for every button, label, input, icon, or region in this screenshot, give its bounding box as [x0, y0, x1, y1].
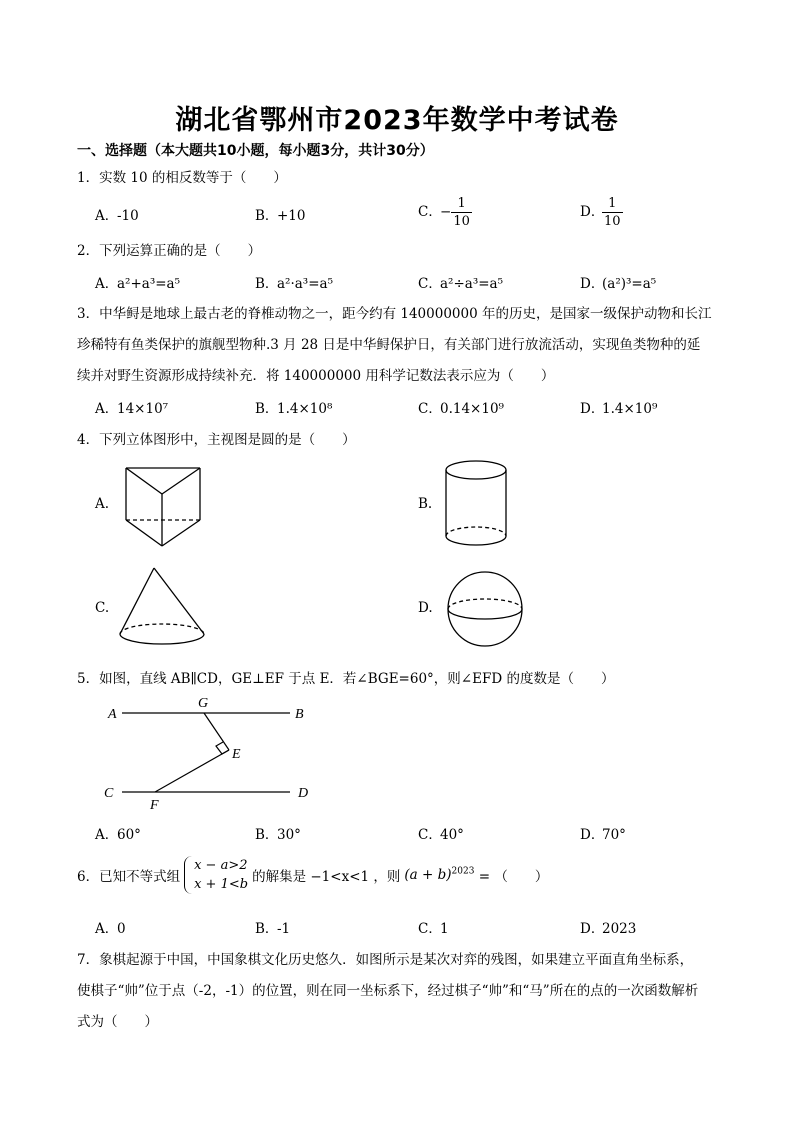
q6-expression: (a + b) — [404, 867, 452, 884]
q2-option-a: A．a²+a³=a⁵ — [95, 276, 181, 292]
q5-option-b: B．30° — [255, 827, 301, 843]
point-label-f: F — [150, 798, 159, 813]
question-5-stem: 5．如图，直线 AB∥CD，GE⊥EF 于点 E．若∠BGE=60°，则∠EFD 的度数是（ ） — [77, 671, 615, 687]
q5-option-a: A．60° — [95, 827, 141, 843]
point-label-a: A — [108, 707, 117, 722]
q6-suffix: = （ ） — [474, 869, 549, 885]
question-3-line-1: 3．中华鲟是地球上最古老的脊椎动物之一，距今约有 140000000 年的历史，是国家一级保护动物和长江 — [77, 306, 712, 322]
brace — [184, 856, 193, 894]
inequality-system — [184, 856, 248, 894]
section-heading: 一、选择题（本大题共10小题，每小题3分，共计30分） — [77, 143, 434, 159]
q1-option-c-fraction — [451, 195, 472, 230]
question-2-stem: 2．下列运算正确的是（ ） — [77, 243, 262, 259]
question-3-line-2: 珍稀特有鱼类保护的旗舰型物种.3 月 28 日是中华鲟保护日，有关部门进行放流活动，实现鱼类物种的延 — [77, 337, 701, 353]
denominator: 10 — [453, 214, 470, 229]
q3-option-c: C．0.14×10⁹ — [418, 401, 504, 417]
q4-label-a: A. — [95, 496, 110, 512]
q1-option-c-sign: − — [440, 204, 452, 220]
question-7-line-2: 使棋子“帅”位于点（-2，-1）的位置，则在同一坐标系下，经过棋子“帅”和“马”所在的点的一次函数解析 — [77, 983, 699, 999]
question-3-line-3: 续并对野生资源形成持续补充．将 140000000 用科学记数法表示应为（ ） — [77, 368, 555, 384]
q3-option-c-text: 0.14×10⁹ — [440, 401, 504, 417]
q1-option-a: A．-10 — [95, 208, 139, 224]
numerator: 1 — [608, 196, 617, 211]
numerator: 1 — [457, 196, 466, 211]
parallel-lines-figure — [98, 692, 328, 816]
q3-option-a-text: 14×10⁷ — [117, 401, 169, 417]
point-label-e: E — [232, 747, 241, 762]
q3-option-d-text: 1.4×10⁹ — [602, 401, 658, 417]
q6-option-c: C．1 — [418, 921, 449, 937]
q4-label-c: C. — [95, 600, 110, 616]
point-label-g: G — [198, 696, 209, 711]
q4-label-d: D. — [418, 600, 433, 616]
q2-option-d: D．(a²)³=a⁵ — [580, 276, 657, 292]
q5-option-c: C．40° — [418, 827, 464, 843]
q1-option-b: B．+10 — [255, 208, 306, 224]
q6-option-c-text: 1 — [440, 921, 449, 937]
q5-option-d: D．70° — [580, 827, 626, 843]
triangular-prism-figure — [118, 460, 208, 550]
point-label-d: D — [298, 786, 309, 801]
q2-option-c: C．a²÷a³=a⁵ — [418, 276, 504, 292]
q6-prefix: 6．已知不等式组 — [77, 869, 181, 885]
q6-exponent: 2023 — [451, 866, 475, 877]
q1-option-d-fraction — [602, 195, 623, 230]
q3-option-d: D．1.4×10⁹ — [580, 401, 658, 417]
point-label-b: B — [295, 707, 304, 722]
q5-option-b-text: 30° — [277, 827, 301, 843]
inequality-1: x − a>2 — [194, 858, 248, 873]
denominator: 10 — [604, 214, 621, 229]
q6-middle: 的解集是 −1<x<1 ，则 — [252, 869, 401, 885]
q2-option-b: B．a²·a³=a⁵ — [255, 276, 333, 292]
cone-figure — [116, 562, 208, 652]
q3-option-b-text: 1.4×10⁸ — [277, 401, 333, 417]
q6-option-b: B．-1 — [255, 921, 291, 937]
q2-option-d-text: (a²)³=a⁵ — [602, 276, 657, 292]
q3-option-a: A．14×10⁷ — [95, 401, 169, 417]
q3-option-b: B．1.4×10⁸ — [255, 401, 333, 417]
q6-option-a: A．0 — [95, 921, 126, 937]
question-7-line-1: 7．象棋起源于中国，中国象棋文化历史悠久．如图所示是某次对弈的残图，如果建立平面直角坐标系， — [77, 952, 694, 968]
q4-label-b: B. — [418, 496, 433, 512]
q6-option-d: D．2023 — [580, 921, 637, 937]
q5-option-a-text: 60° — [117, 827, 141, 843]
question-4-stem: 4．下列立体图形中，主视图是圆的是（ ） — [77, 432, 356, 448]
question-7-line-3: 式为（ ） — [77, 1014, 158, 1030]
cylinder-figure — [440, 458, 520, 552]
page-title: 湖北省鄂州市2023年数学中考试卷 — [175, 105, 619, 136]
question-6-stem — [77, 856, 548, 894]
question-1-stem: 1．实数 10 的相反数等于（ ） — [77, 170, 287, 186]
q6-option-a-text: 0 — [117, 921, 126, 937]
q2-option-b-text: a²·a³=a⁵ — [277, 276, 333, 292]
inequality-2: x + 1<b — [194, 877, 249, 892]
q1-option-c: C．− $\frac{1}{10}$ — [418, 196, 470, 229]
q1-option-a-text: -10 — [117, 208, 139, 224]
q1-option-d: D． $\frac{1}{10}$ — [580, 196, 621, 229]
q2-option-a-text: a²+a³=a⁵ — [117, 276, 181, 292]
sphere-figure — [442, 566, 528, 652]
q5-option-c-text: 40° — [440, 827, 464, 843]
q2-option-c-text: a²÷a³=a⁵ — [440, 276, 504, 292]
q6-option-d-text: 2023 — [602, 921, 637, 937]
point-label-c: C — [104, 786, 114, 801]
q6-option-b-text: -1 — [277, 921, 291, 937]
q5-option-d-text: 70° — [602, 827, 626, 843]
q1-option-b-text: +10 — [277, 208, 306, 224]
